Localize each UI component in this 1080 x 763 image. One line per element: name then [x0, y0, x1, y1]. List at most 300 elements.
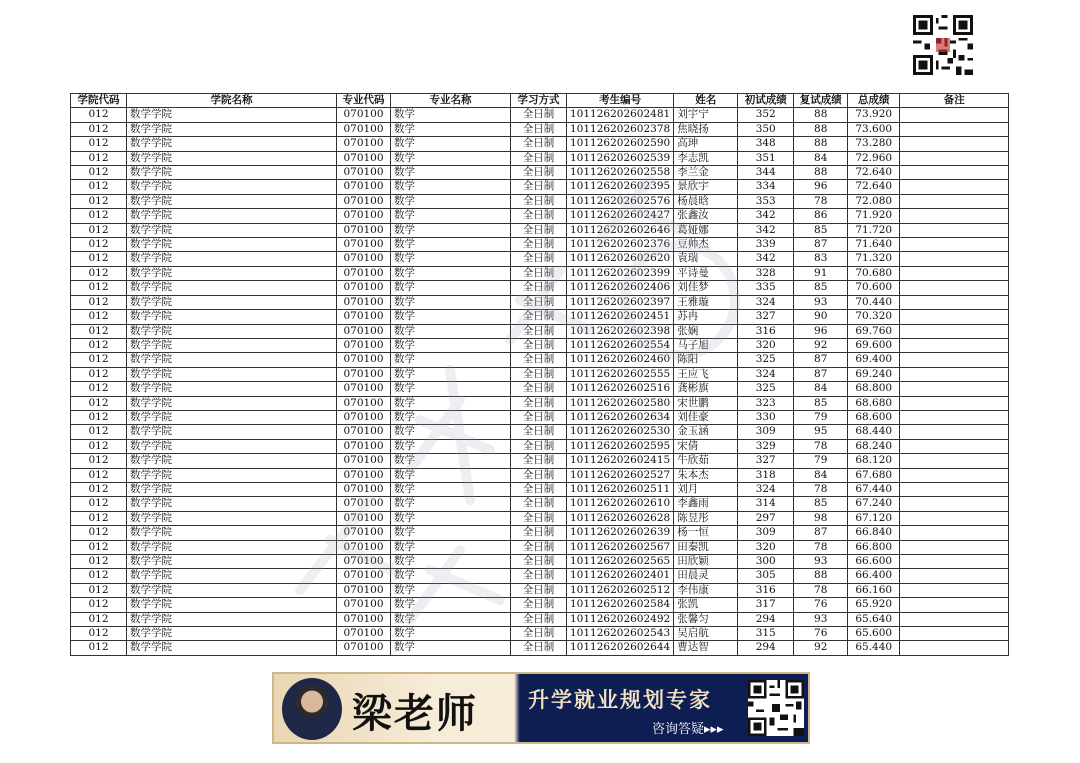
remarks-cell — [900, 410, 1009, 424]
prelim-score-cell: 352 — [738, 108, 794, 122]
retest-score-cell: 95 — [794, 425, 848, 439]
table-row — [71, 108, 1009, 122]
retest-score-cell: 85 — [794, 497, 848, 511]
table-row — [71, 439, 1009, 453]
candidate-id-cell: 101126202602610 — [567, 497, 674, 511]
remarks-cell — [900, 108, 1009, 122]
college-name-cell: 数学学院 — [127, 108, 337, 122]
candidate-name-cell: 李志凯 — [674, 151, 738, 165]
study-mode-cell: 全日制 — [511, 151, 567, 165]
major-name-cell: 数学 — [391, 526, 511, 540]
candidate-id-cell: 101126202602511 — [567, 482, 674, 496]
study-mode-cell: 全日制 — [511, 338, 567, 352]
college-code-cell: 012 — [71, 238, 127, 252]
major-name-cell: 数学 — [391, 108, 511, 122]
college-code-cell: 012 — [71, 223, 127, 237]
candidate-name-cell: 高珅 — [674, 137, 738, 151]
remarks-cell — [900, 324, 1009, 338]
total-score-cell: 71.920 — [848, 209, 900, 223]
candidate-id-cell: 101126202602516 — [567, 382, 674, 396]
major-code-cell: 070100 — [337, 425, 391, 439]
total-score-cell: 70.440 — [848, 295, 900, 309]
table-row — [71, 180, 1009, 194]
candidate-id-cell: 101126202602539 — [567, 151, 674, 165]
retest-score-cell: 84 — [794, 468, 848, 482]
college-code-cell: 012 — [71, 281, 127, 295]
qr-code-icon — [748, 680, 804, 736]
retest-score-cell: 78 — [794, 583, 848, 597]
major-code-cell: 070100 — [337, 497, 391, 511]
remarks-cell — [900, 338, 1009, 352]
table-header-row — [71, 94, 1009, 108]
header-cell: 初试成绩 — [738, 94, 794, 108]
remarks-cell — [900, 526, 1009, 540]
major-name-cell: 数学 — [391, 353, 511, 367]
study-mode-cell: 全日制 — [511, 497, 567, 511]
table-row — [71, 382, 1009, 396]
college-code-cell: 012 — [71, 641, 127, 655]
college-code-cell: 012 — [71, 583, 127, 597]
prelim-score-cell: 294 — [738, 641, 794, 655]
table-row — [71, 252, 1009, 266]
candidate-name-cell: 豆帅杰 — [674, 238, 738, 252]
college-name-cell: 数学学院 — [127, 425, 337, 439]
prelim-score-cell: 297 — [738, 511, 794, 525]
college-code-cell: 012 — [71, 209, 127, 223]
major-code-cell: 070100 — [337, 310, 391, 324]
total-score-cell: 66.840 — [848, 526, 900, 540]
candidate-name-cell: 张馨匀 — [674, 612, 738, 626]
college-code-cell: 012 — [71, 382, 127, 396]
major-name-cell: 数学 — [391, 180, 511, 194]
candidate-name-cell: 金玉涵 — [674, 425, 738, 439]
college-code-cell: 012 — [71, 612, 127, 626]
major-code-cell: 070100 — [337, 540, 391, 554]
total-score-cell: 65.920 — [848, 598, 900, 612]
study-mode-cell: 全日制 — [511, 511, 567, 525]
total-score-cell: 72.080 — [848, 194, 900, 208]
college-name-cell: 数学学院 — [127, 569, 337, 583]
prelim-score-cell: 342 — [738, 209, 794, 223]
major-name-cell: 数学 — [391, 497, 511, 511]
table-row — [71, 353, 1009, 367]
retest-score-cell: 85 — [794, 223, 848, 237]
study-mode-cell: 全日制 — [511, 410, 567, 424]
college-name-cell: 数学学院 — [127, 410, 337, 424]
major-name-cell: 数学 — [391, 468, 511, 482]
major-code-cell: 070100 — [337, 627, 391, 641]
header-cell: 学习方式 — [511, 94, 567, 108]
table-row — [71, 540, 1009, 554]
study-mode-cell: 全日制 — [511, 310, 567, 324]
study-mode-cell: 全日制 — [511, 454, 567, 468]
candidate-name-cell: 田欣颖 — [674, 555, 738, 569]
candidate-id-cell: 101126202602580 — [567, 396, 674, 410]
study-mode-cell: 全日制 — [511, 353, 567, 367]
candidate-name-cell: 杨晨晗 — [674, 194, 738, 208]
college-code-cell: 012 — [71, 194, 127, 208]
college-code-cell: 012 — [71, 151, 127, 165]
candidate-name-cell: 吴启航 — [674, 627, 738, 641]
major-code-cell: 070100 — [337, 295, 391, 309]
college-name-cell: 数学学院 — [127, 194, 337, 208]
remarks-cell — [900, 353, 1009, 367]
major-name-cell: 数学 — [391, 324, 511, 338]
remarks-cell — [900, 555, 1009, 569]
college-name-cell: 数学学院 — [127, 223, 337, 237]
remarks-cell — [900, 252, 1009, 266]
prelim-score-cell: 324 — [738, 367, 794, 381]
study-mode-cell: 全日制 — [511, 598, 567, 612]
major-code-cell: 070100 — [337, 281, 391, 295]
candidate-id-cell: 101126202602554 — [567, 338, 674, 352]
retest-score-cell: 93 — [794, 555, 848, 569]
college-code-cell: 012 — [71, 526, 127, 540]
major-code-cell: 070100 — [337, 180, 391, 194]
table-row — [71, 425, 1009, 439]
remarks-cell — [900, 425, 1009, 439]
candidate-id-cell: 101126202602481 — [567, 108, 674, 122]
study-mode-cell: 全日制 — [511, 482, 567, 496]
table-row — [71, 209, 1009, 223]
college-name-cell: 数学学院 — [127, 482, 337, 496]
major-name-cell: 数学 — [391, 627, 511, 641]
candidate-id-cell: 101126202602595 — [567, 439, 674, 453]
candidate-name-cell: 王雅璇 — [674, 295, 738, 309]
study-mode-cell: 全日制 — [511, 627, 567, 641]
remarks-cell — [900, 367, 1009, 381]
remarks-cell — [900, 238, 1009, 252]
table-row — [71, 338, 1009, 352]
table-row — [71, 482, 1009, 496]
study-mode-cell: 全日制 — [511, 252, 567, 266]
study-mode-cell: 全日制 — [511, 540, 567, 554]
major-name-cell: 数学 — [391, 238, 511, 252]
major-name-cell: 数学 — [391, 338, 511, 352]
major-name-cell: 数学 — [391, 454, 511, 468]
candidate-id-cell: 101126202602427 — [567, 209, 674, 223]
college-name-cell: 数学学院 — [127, 310, 337, 324]
retest-score-cell: 92 — [794, 338, 848, 352]
college-name-cell: 数学学院 — [127, 583, 337, 597]
retest-score-cell: 98 — [794, 511, 848, 525]
major-name-cell: 数学 — [391, 151, 511, 165]
college-code-cell: 012 — [71, 353, 127, 367]
major-code-cell: 070100 — [337, 598, 391, 612]
total-score-cell: 65.600 — [848, 627, 900, 641]
remarks-cell — [900, 295, 1009, 309]
prelim-score-cell: 342 — [738, 223, 794, 237]
candidate-id-cell: 101126202602555 — [567, 367, 674, 381]
major-name-cell: 数学 — [391, 598, 511, 612]
college-code-cell: 012 — [71, 137, 127, 151]
study-mode-cell: 全日制 — [511, 555, 567, 569]
ad-banner[interactable] — [272, 672, 810, 744]
total-score-cell: 66.400 — [848, 569, 900, 583]
retest-score-cell: 85 — [794, 281, 848, 295]
candidate-name-cell: 焦晓扬 — [674, 122, 738, 136]
qr-code-icon — [913, 15, 973, 75]
retest-score-cell: 90 — [794, 310, 848, 324]
prelim-score-cell: 328 — [738, 266, 794, 280]
prelim-score-cell: 325 — [738, 382, 794, 396]
banner-name: 梁老师 — [352, 690, 478, 737]
college-code-cell: 012 — [71, 266, 127, 280]
college-name-cell: 数学学院 — [127, 612, 337, 626]
table-row — [71, 223, 1009, 237]
college-code-cell: 012 — [71, 482, 127, 496]
total-score-cell: 68.440 — [848, 425, 900, 439]
total-score-cell: 71.640 — [848, 238, 900, 252]
college-name-cell: 数学学院 — [127, 180, 337, 194]
study-mode-cell: 全日制 — [511, 583, 567, 597]
table-row — [71, 454, 1009, 468]
prelim-score-cell: 309 — [738, 526, 794, 540]
major-name-cell: 数学 — [391, 540, 511, 554]
major-code-cell: 070100 — [337, 324, 391, 338]
table-row — [71, 122, 1009, 136]
college-code-cell: 012 — [71, 367, 127, 381]
retest-score-cell: 87 — [794, 367, 848, 381]
college-name-cell: 数学学院 — [127, 151, 337, 165]
major-code-cell: 070100 — [337, 454, 391, 468]
college-code-cell: 012 — [71, 454, 127, 468]
candidate-name-cell: 杨一恒 — [674, 526, 738, 540]
table-row — [71, 281, 1009, 295]
major-code-cell: 070100 — [337, 511, 391, 525]
college-code-cell: 012 — [71, 468, 127, 482]
total-score-cell: 68.680 — [848, 396, 900, 410]
study-mode-cell: 全日制 — [511, 382, 567, 396]
major-code-cell: 070100 — [337, 266, 391, 280]
prelim-score-cell: 323 — [738, 396, 794, 410]
prelim-score-cell: 325 — [738, 353, 794, 367]
candidate-name-cell: 李鑫雨 — [674, 497, 738, 511]
study-mode-cell: 全日制 — [511, 223, 567, 237]
study-mode-cell: 全日制 — [511, 209, 567, 223]
table-row — [71, 295, 1009, 309]
prelim-score-cell: 300 — [738, 555, 794, 569]
major-name-cell: 数学 — [391, 194, 511, 208]
college-name-cell: 数学学院 — [127, 137, 337, 151]
college-name-cell: 数学学院 — [127, 209, 337, 223]
prelim-score-cell: 334 — [738, 180, 794, 194]
retest-score-cell: 78 — [794, 439, 848, 453]
prelim-score-cell: 329 — [738, 439, 794, 453]
retest-score-cell: 88 — [794, 137, 848, 151]
major-name-cell: 数学 — [391, 295, 511, 309]
remarks-cell — [900, 540, 1009, 554]
candidate-name-cell: 马子旭 — [674, 338, 738, 352]
candidate-name-cell: 宋倩 — [674, 439, 738, 453]
total-score-cell: 69.240 — [848, 367, 900, 381]
total-score-cell: 69.600 — [848, 338, 900, 352]
college-code-cell: 012 — [71, 497, 127, 511]
header-cell: 专业名称 — [391, 94, 511, 108]
consult-link[interactable]: 咨询答疑▸▸▸ — [652, 722, 724, 737]
total-score-cell: 71.720 — [848, 223, 900, 237]
total-score-cell: 66.160 — [848, 583, 900, 597]
prelim-score-cell: 335 — [738, 281, 794, 295]
total-score-cell: 73.600 — [848, 122, 900, 136]
study-mode-cell: 全日制 — [511, 166, 567, 180]
table-row — [71, 598, 1009, 612]
remarks-cell — [900, 583, 1009, 597]
table-row — [71, 310, 1009, 324]
major-name-cell: 数学 — [391, 166, 511, 180]
major-code-cell: 070100 — [337, 166, 391, 180]
candidate-id-cell: 101126202602530 — [567, 425, 674, 439]
major-name-cell: 数学 — [391, 310, 511, 324]
remarks-cell — [900, 223, 1009, 237]
remarks-cell — [900, 598, 1009, 612]
candidate-id-cell: 101126202602644 — [567, 641, 674, 655]
header-cell: 学院名称 — [127, 94, 337, 108]
total-score-cell: 71.320 — [848, 252, 900, 266]
retest-score-cell: 88 — [794, 166, 848, 180]
candidate-id-cell: 101126202602512 — [567, 583, 674, 597]
study-mode-cell: 全日制 — [511, 194, 567, 208]
retest-score-cell: 93 — [794, 295, 848, 309]
study-mode-cell: 全日制 — [511, 266, 567, 280]
remarks-cell — [900, 511, 1009, 525]
remarks-cell — [900, 137, 1009, 151]
candidate-id-cell: 101126202602399 — [567, 266, 674, 280]
major-code-cell: 070100 — [337, 108, 391, 122]
remarks-cell — [900, 482, 1009, 496]
college-name-cell: 数学学院 — [127, 511, 337, 525]
college-name-cell: 数学学院 — [127, 367, 337, 381]
major-code-cell: 070100 — [337, 569, 391, 583]
major-code-cell: 070100 — [337, 439, 391, 453]
major-code-cell: 070100 — [337, 555, 391, 569]
total-score-cell: 65.440 — [848, 641, 900, 655]
study-mode-cell: 全日制 — [511, 295, 567, 309]
candidate-name-cell: 苏冉 — [674, 310, 738, 324]
retest-score-cell: 78 — [794, 540, 848, 554]
study-mode-cell: 全日制 — [511, 108, 567, 122]
candidate-id-cell: 101126202602395 — [567, 180, 674, 194]
college-code-cell: 012 — [71, 324, 127, 338]
major-code-cell: 070100 — [337, 468, 391, 482]
prelim-score-cell: 327 — [738, 310, 794, 324]
candidate-id-cell: 101126202602567 — [567, 540, 674, 554]
college-name-cell: 数学学院 — [127, 252, 337, 266]
total-score-cell: 70.320 — [848, 310, 900, 324]
candidate-name-cell: 龚彬旗 — [674, 382, 738, 396]
college-name-cell: 数学学院 — [127, 324, 337, 338]
college-name-cell: 数学学院 — [127, 122, 337, 136]
retest-score-cell: 92 — [794, 641, 848, 655]
table-row — [71, 396, 1009, 410]
major-name-cell: 数学 — [391, 583, 511, 597]
retest-score-cell: 76 — [794, 627, 848, 641]
major-code-cell: 070100 — [337, 612, 391, 626]
remarks-cell — [900, 310, 1009, 324]
study-mode-cell: 全日制 — [511, 439, 567, 453]
prelim-score-cell: 315 — [738, 627, 794, 641]
college-name-cell: 数学学院 — [127, 526, 337, 540]
candidate-id-cell: 101126202602451 — [567, 310, 674, 324]
total-score-cell: 67.440 — [848, 482, 900, 496]
retest-score-cell: 87 — [794, 238, 848, 252]
remarks-cell — [900, 122, 1009, 136]
prelim-score-cell: 330 — [738, 410, 794, 424]
remarks-cell — [900, 454, 1009, 468]
candidate-name-cell: 刘佳梦 — [674, 281, 738, 295]
prelim-score-cell: 320 — [738, 338, 794, 352]
prelim-score-cell: 342 — [738, 252, 794, 266]
study-mode-cell: 全日制 — [511, 122, 567, 136]
table-body — [71, 108, 1009, 655]
table-row — [71, 641, 1009, 655]
major-name-cell: 数学 — [391, 122, 511, 136]
total-score-cell: 70.600 — [848, 281, 900, 295]
total-score-cell: 67.120 — [848, 511, 900, 525]
candidate-name-cell: 曹达智 — [674, 641, 738, 655]
college-code-cell: 012 — [71, 338, 127, 352]
remarks-cell — [900, 569, 1009, 583]
candidate-id-cell: 101126202602397 — [567, 295, 674, 309]
college-name-cell: 数学学院 — [127, 598, 337, 612]
total-score-cell: 68.600 — [848, 410, 900, 424]
retest-score-cell: 79 — [794, 410, 848, 424]
college-name-cell: 数学学院 — [127, 396, 337, 410]
college-name-cell: 数学学院 — [127, 454, 337, 468]
study-mode-cell: 全日制 — [511, 324, 567, 338]
candidate-name-cell: 刘月 — [674, 482, 738, 496]
header-cell: 考生编号 — [567, 94, 674, 108]
college-name-cell: 数学学院 — [127, 439, 337, 453]
table-row — [71, 468, 1009, 482]
retest-score-cell: 96 — [794, 324, 848, 338]
college-code-cell: 012 — [71, 569, 127, 583]
candidate-name-cell: 王应飞 — [674, 367, 738, 381]
college-code-cell: 012 — [71, 439, 127, 453]
candidate-name-cell: 田秦凯 — [674, 540, 738, 554]
major-code-cell: 070100 — [337, 238, 391, 252]
candidate-id-cell: 101126202602590 — [567, 137, 674, 151]
candidate-id-cell: 101126202602584 — [567, 598, 674, 612]
header-cell: 姓名 — [674, 94, 738, 108]
table-row — [71, 569, 1009, 583]
remarks-cell — [900, 209, 1009, 223]
study-mode-cell: 全日制 — [511, 137, 567, 151]
study-mode-cell: 全日制 — [511, 425, 567, 439]
remarks-cell — [900, 166, 1009, 180]
prelim-score-cell: 309 — [738, 425, 794, 439]
admission-score-table — [70, 93, 1009, 656]
table-row — [71, 627, 1009, 641]
candidate-name-cell: 朱本杰 — [674, 468, 738, 482]
table-row — [71, 266, 1009, 280]
college-name-cell: 数学学院 — [127, 641, 337, 655]
prelim-score-cell: 317 — [738, 598, 794, 612]
college-code-cell: 012 — [71, 540, 127, 554]
table-row — [71, 555, 1009, 569]
major-code-cell: 070100 — [337, 122, 391, 136]
retest-score-cell: 78 — [794, 194, 848, 208]
major-name-cell: 数学 — [391, 396, 511, 410]
major-code-cell: 070100 — [337, 396, 391, 410]
total-score-cell: 65.640 — [848, 612, 900, 626]
college-name-cell: 数学学院 — [127, 555, 337, 569]
college-name-cell: 数学学院 — [127, 382, 337, 396]
prelim-score-cell: 305 — [738, 569, 794, 583]
candidate-name-cell: 景欣宇 — [674, 180, 738, 194]
major-name-cell: 数学 — [391, 482, 511, 496]
total-score-cell: 73.280 — [848, 137, 900, 151]
